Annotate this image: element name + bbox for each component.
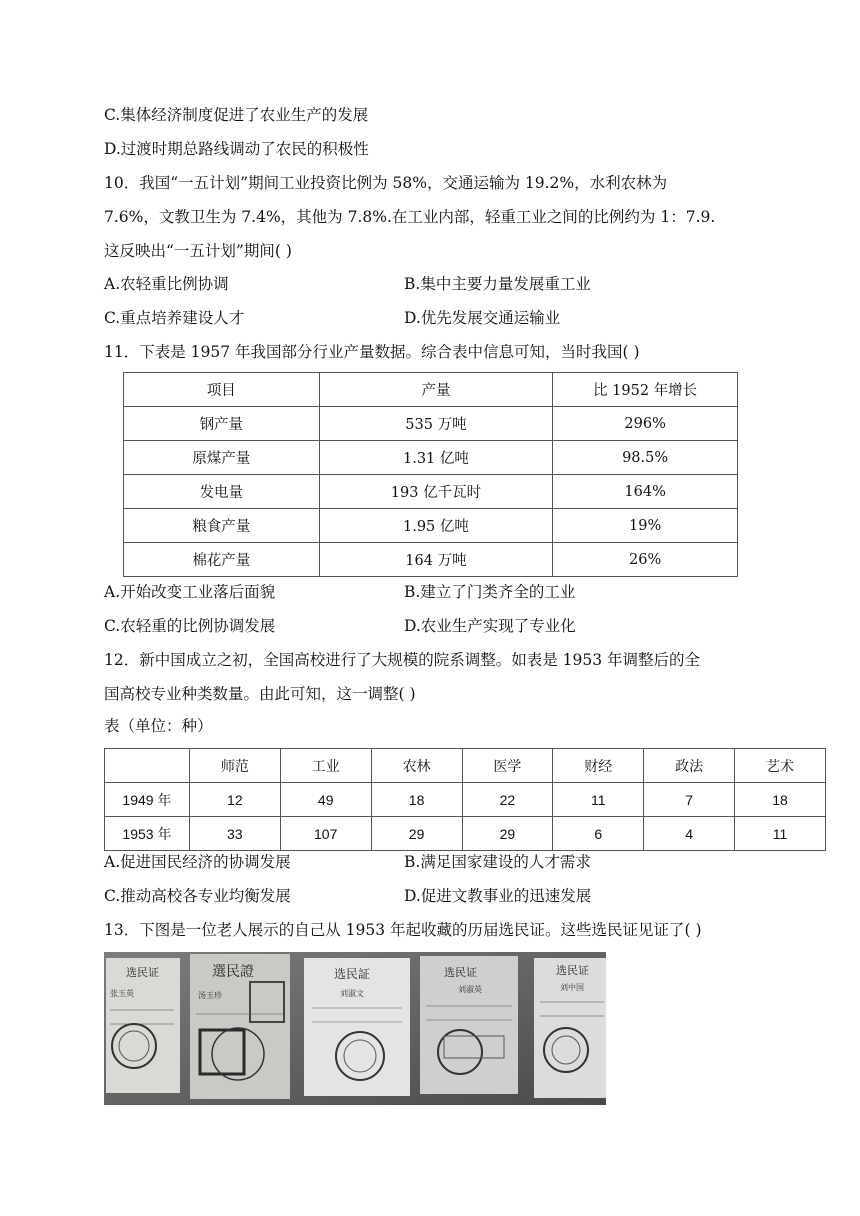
table-cell: 22 (462, 783, 553, 817)
table-cell: 12 (189, 783, 280, 817)
table-cell: 535 万吨 (319, 407, 553, 441)
table-cell: 49 (280, 783, 371, 817)
q9-option-c: C.集体经济制度促进了农业生产的发展 (104, 106, 369, 124)
table-cell: 107 (280, 817, 371, 851)
table-cell: 1.95 亿吨 (319, 509, 553, 543)
table-header-cell: 财经 (553, 749, 644, 783)
table-cell: 164% (553, 475, 738, 509)
q9-option-d: D.过渡时期总路线调动了农民的积极性 (104, 140, 369, 158)
card-title: 選民證 (212, 964, 254, 980)
q12-stem-line2: 国高校专业种类数量。由此可知，这一调整( ) (104, 685, 416, 703)
card-title: 选民证 (444, 966, 477, 979)
table-header-cell: 比 1952 年增长 (553, 373, 738, 407)
q10-stem-line2: 7.6%，文教卫生为 7.4%，其他为 7.8%.在工业内部，轻重工业之间的比例约为 1：7.9. (104, 208, 716, 226)
table-cell: 原煤产量 (124, 441, 320, 475)
table-cell: 33 (189, 817, 280, 851)
q12-option-c: C.推动高校各专业均衡发展 (104, 887, 291, 905)
voter-card-3 (304, 958, 410, 1096)
table-cell: 29 (371, 817, 462, 851)
table-cell: 6 (553, 817, 644, 851)
table-cell: 1953 年 (105, 817, 190, 851)
table-row (105, 817, 826, 851)
table-cell: 18 (371, 783, 462, 817)
card-owner: 张玉英 (110, 989, 134, 998)
card-title: 选民证 (556, 964, 589, 977)
voter-card-5 (534, 958, 606, 1098)
table-cell: 98.5% (553, 441, 738, 475)
card-owner: 刘淑文 (340, 989, 364, 998)
voter-card-1 (106, 958, 180, 1093)
voter-card-4 (420, 956, 518, 1094)
table-cell: 钢产量 (124, 407, 320, 441)
q11-option-c: C.农轻重的比例协调发展 (104, 617, 276, 635)
table-cell: 296% (553, 407, 738, 441)
q12-table-caption: 表（单位：种） (104, 717, 213, 735)
q10-option-d: D.优先发展交通运输业 (404, 309, 561, 327)
q12-stem-line1: 12．新中国成立之初，全国高校进行了大规模的院系调整。如表是 1953 年调整后的全 (104, 651, 701, 669)
table-cell: 棉花产量 (124, 543, 320, 577)
table-cell: 发电量 (124, 475, 320, 509)
q10-option-c: C.重点培养建设人才 (104, 309, 245, 327)
q11-option-b: B.建立了门类齐全的工业 (404, 583, 576, 601)
table-header-cell (105, 749, 190, 783)
table-cell: 29 (462, 817, 553, 851)
table-header-cell: 项目 (124, 373, 320, 407)
table-row (105, 783, 826, 817)
card-owner: 刘中国 (560, 983, 584, 992)
q10-option-a: A.农轻重比例协调 (104, 275, 229, 293)
table-row (124, 407, 738, 441)
card-title: 选民証 (334, 967, 371, 981)
table-row (124, 509, 738, 543)
table-header-cell: 艺术 (735, 749, 826, 783)
q10-stem-line3: 这反映出“一五计划”期间( ) (104, 242, 292, 260)
table-cell: 193 亿千瓦时 (319, 475, 553, 509)
table-header-cell: 产量 (319, 373, 553, 407)
table-header-cell: 工业 (280, 749, 371, 783)
table-cell: 4 (644, 817, 735, 851)
table-header-row (124, 373, 738, 407)
table-header-cell: 农林 (371, 749, 462, 783)
card-title: 选民证 (126, 966, 159, 979)
card-owner: 汤玉珍 (198, 991, 222, 1000)
table-header-row (105, 749, 826, 783)
table-cell: 18 (735, 783, 826, 817)
table-cell: 1.31 亿吨 (319, 441, 553, 475)
table-cell: 164 万吨 (319, 543, 553, 577)
table-cell: 11 (735, 817, 826, 851)
q12-majors-table (104, 748, 826, 851)
table-row (124, 475, 738, 509)
voter-card-photo (104, 952, 606, 1105)
table-cell: 26% (553, 543, 738, 577)
table-cell: 19% (553, 509, 738, 543)
q13-stem: 13．下图是一位老人展示的自己从 1953 年起收藏的历届选民证。这些选民证见证了( ) (104, 921, 702, 939)
table-cell: 7 (644, 783, 735, 817)
table-cell: 11 (553, 783, 644, 817)
table-cell: 粮食产量 (124, 509, 320, 543)
table-cell: 1949 年 (105, 783, 190, 817)
table-header-cell: 医学 (462, 749, 553, 783)
q11-stem: 11．下表是 1957 年我国部分行业产量数据。综合表中信息可知，当时我国( ) (104, 343, 640, 361)
q11-option-a: A.开始改变工业落后面貌 (104, 583, 276, 601)
q11-option-d: D.农业生产实现了专业化 (404, 617, 576, 635)
voter-card-2 (190, 954, 290, 1099)
q12-option-d: D.促进文教事业的迅速发展 (404, 887, 592, 905)
q12-option-a: A.促进国民经济的协调发展 (104, 853, 291, 871)
table-header-cell: 政法 (644, 749, 735, 783)
card-owner: 刘淑英 (458, 985, 482, 994)
q10-stem-line1: 10．我国“一五计划”期间工业投资比例为 58%，交通运输为 19.2%，水利农林为 (104, 174, 668, 192)
q11-production-table (123, 372, 738, 577)
table-header-cell: 师范 (189, 749, 280, 783)
q12-option-b: B.满足国家建设的人才需求 (404, 853, 591, 871)
q10-option-b: B.集中主要力量发展重工业 (404, 275, 591, 293)
table-row (124, 543, 738, 577)
table-row (124, 441, 738, 475)
